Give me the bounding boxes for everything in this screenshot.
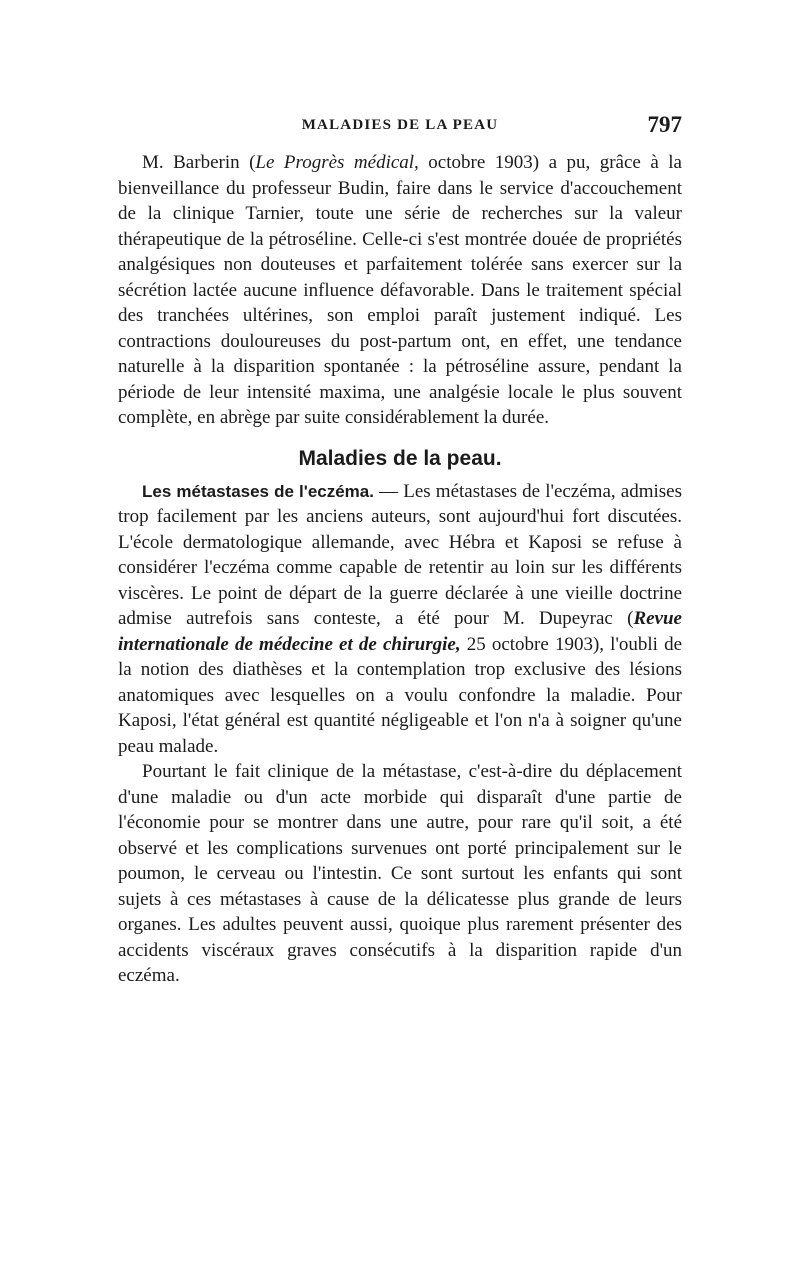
- journal-citation-revue-internationale: Revue internationale de médecine et de chirurgie,: [118, 608, 682, 655]
- page-body: [118, 150, 682, 989]
- paragraph-petroseline-intro: M. Barberin (: [142, 152, 256, 173]
- paragraph-petroseline: [118, 150, 682, 431]
- journal-citation-progres-medical: Le Progrès médical,: [255, 152, 419, 173]
- paragraph-clinical-fact: Pourtant le fait clinique de la métastase, c'est-à-dire du déplacement d'une maladie ou d'un acte morbide qui disparaît d'une partie de l'économie pour se montrer dans une autre, pour rare qu'il soit, a été observé et les complications survenues ont porté principalement sur le poumon, le cerveau ou l'intestin. Ce sont surtout les enfants qui sont sujets à ces métastases à cause de la délicatesse plus grande de leurs organes. Les adultes peuvent aussi, quoique plus rarement présenter des accidents viscéraux graves consécutifs à la disparition rapide d'un eczéma.: [118, 761, 682, 986]
- run-in-heading: Les métastases de l'eczéma.: [142, 481, 374, 501]
- running-header-title: MALADIES DE LA PEAU: [301, 117, 499, 133]
- paragraph-metastases-intro: — Les métastases de l'eczéma, admises trop facilement par les anciens auteurs, sont aujourd'hui fort discutées. L'école dermatologique allemande, avec Hébra et Kaposi se refuse à considérer l'eczéma comme capable de retentir au loin sur les différents viscères. Le point de départ de la guerre déclarée à une vieille doctrine admise autrefois sans conteste, a été pour M. Dupeyrac (: [118, 480, 682, 629]
- paragraph-metastases-body: 25 octobre 1903), l'oubli de la notion des diathèses et la contemplation trop exclusive des lésions anatomiques avec lesquelles on a voulu confondre la maladie. Pour Kaposi, l'état général est quantité négligeable et l'on n'a à soigner qu'une peau malade.: [118, 633, 683, 757]
- paragraph-metastases: [118, 479, 682, 760]
- running-header: [118, 112, 682, 142]
- paragraph-petroseline-body: octobre 1903) a pu, grâce à la bienveillance du professeur Budin, faire dans le service d'accouchement de la clinique Tarnier, toute une série de recherches sur la valeur thérapeutique de la pétroséline. Celle-ci s'est montrée douée de propriétés analgésiques non douteuses et parfaitement tolérée sans exercer sur la sécrétion lactée aucune influence défavorable. Dans le traitement spécial des tranchées ultérines, son emploi paraît justement indiqué. Les contractions douloureuses du post-partum ont, en effet, une tendance naturelle à la disparition spontanée : la pétroséline assure, pendant la période de leur intensité maxima, une analgésie locale le plus souvent complète, en abrège par suite considérablement la durée.: [118, 152, 682, 428]
- page-number: 797: [647, 112, 682, 137]
- section-heading: Maladies de la peau.: [298, 446, 502, 470]
